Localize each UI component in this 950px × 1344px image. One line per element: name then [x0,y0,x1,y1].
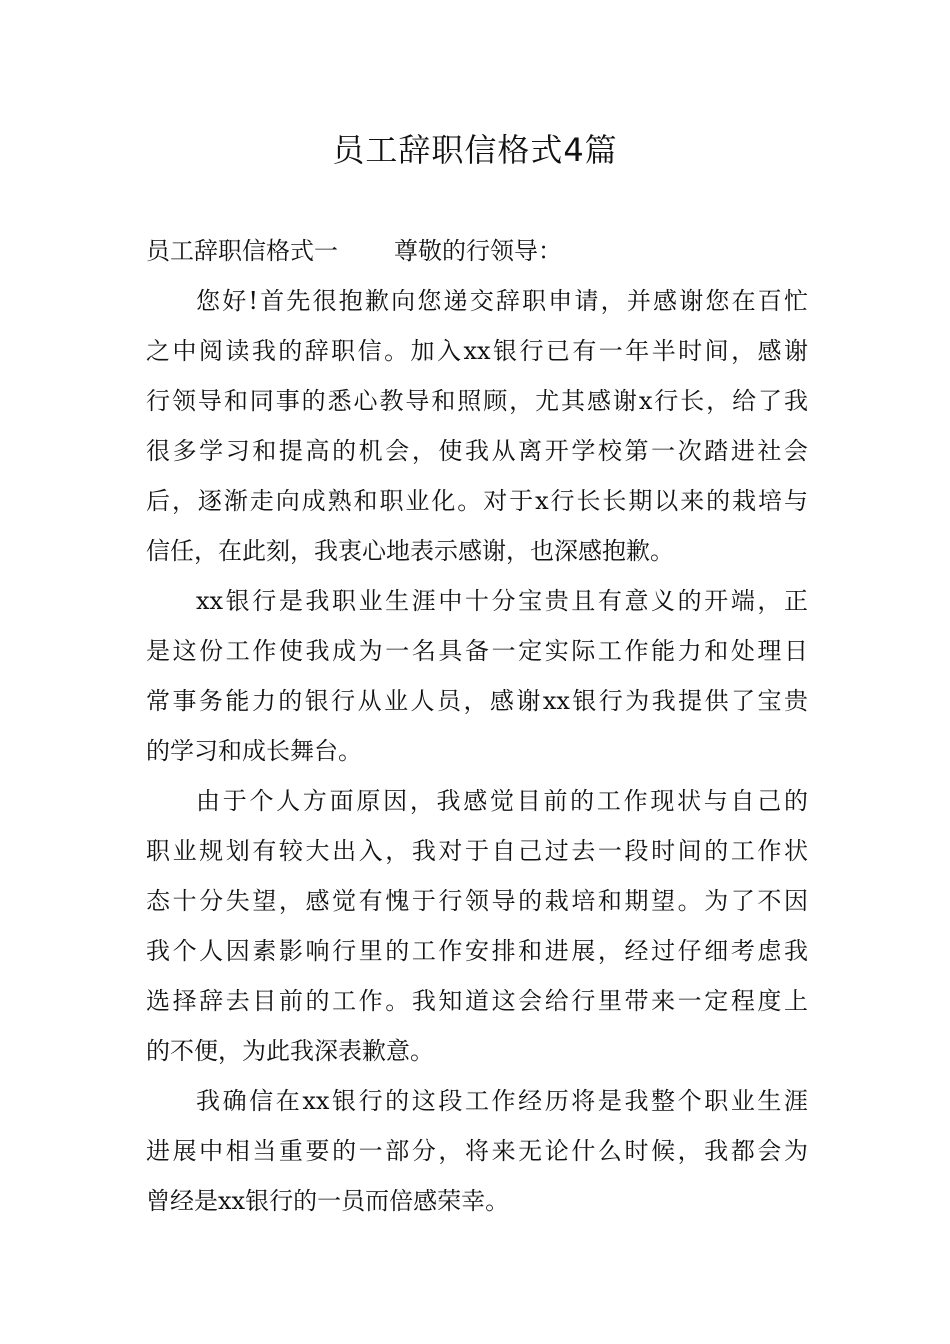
paragraph-line: 职业规划有较大出入，我对于自己过去一段时间的工作状 [146,837,808,865]
paragraph-line: 很多学习和提高的机会，使我从离开学校第一次踏进社会 [146,437,808,465]
heading-line [146,226,808,276]
paragraph-line: 的学习和成长舞台。 [146,737,362,765]
paragraph-2 [146,576,808,776]
paragraph-line: 进展中相当重要的一部分，将来无论什么时候，我都会为 [146,1137,808,1165]
paragraph-4 [146,1076,808,1226]
document-body [146,226,808,1226]
paragraph-line: 我确信在xx银行的这段工作经历将是我整个职业生涯 [196,1087,808,1115]
section-heading: 员工辞职信格式一 [146,237,338,265]
paragraph-line: 选择辞去目前的工作。我知道这会给行里带来一定程度上 [146,987,808,1015]
salutation: 尊敬的行领导： [394,237,562,265]
paragraph-3 [146,776,808,1076]
paragraph-line: 态十分失望，感觉有愧于行领导的栽培和期望。为了不因 [146,887,808,915]
paragraph-line: xx银行是我职业生涯中十分宝贵且有意义的开端，正 [196,587,808,615]
paragraph-line: 由于个人方面原因，我感觉目前的工作现状与自己的 [196,787,808,815]
paragraph-line: 曾经是xx银行的一员而倍感荣幸。 [146,1187,510,1215]
document-title: 员工辞职信格式4篇 [332,131,618,169]
paragraph-line: 之中阅读我的辞职信。加入xx银行已有一年半时间，感谢 [146,337,808,365]
paragraph-line: 是这份工作使我成为一名具备一定实际工作能力和处理日 [146,637,808,665]
paragraph-line: 常事务能力的银行从业人员，感谢xx银行为我提供了宝贵 [146,687,808,715]
paragraph-line: 信任，在此刻，我衷心地表示感谢，也深感抱歉。 [146,537,674,565]
paragraph-1 [146,276,808,576]
paragraph-line: 行领导和同事的悉心教导和照顾，尤其感谢x行长，给了我 [146,387,808,415]
paragraph-line: 您好!首先很抱歉向您递交辞职申请，并感谢您在百忙 [196,287,808,315]
paragraph-line: 我个人因素影响行里的工作安排和进展，经过仔细考虑我 [146,937,808,965]
paragraph-line: 后，逐渐走向成熟和职业化。对于x行长长期以来的栽培与 [146,487,808,515]
paragraph-line: 的不便，为此我深表歉意。 [146,1037,434,1065]
